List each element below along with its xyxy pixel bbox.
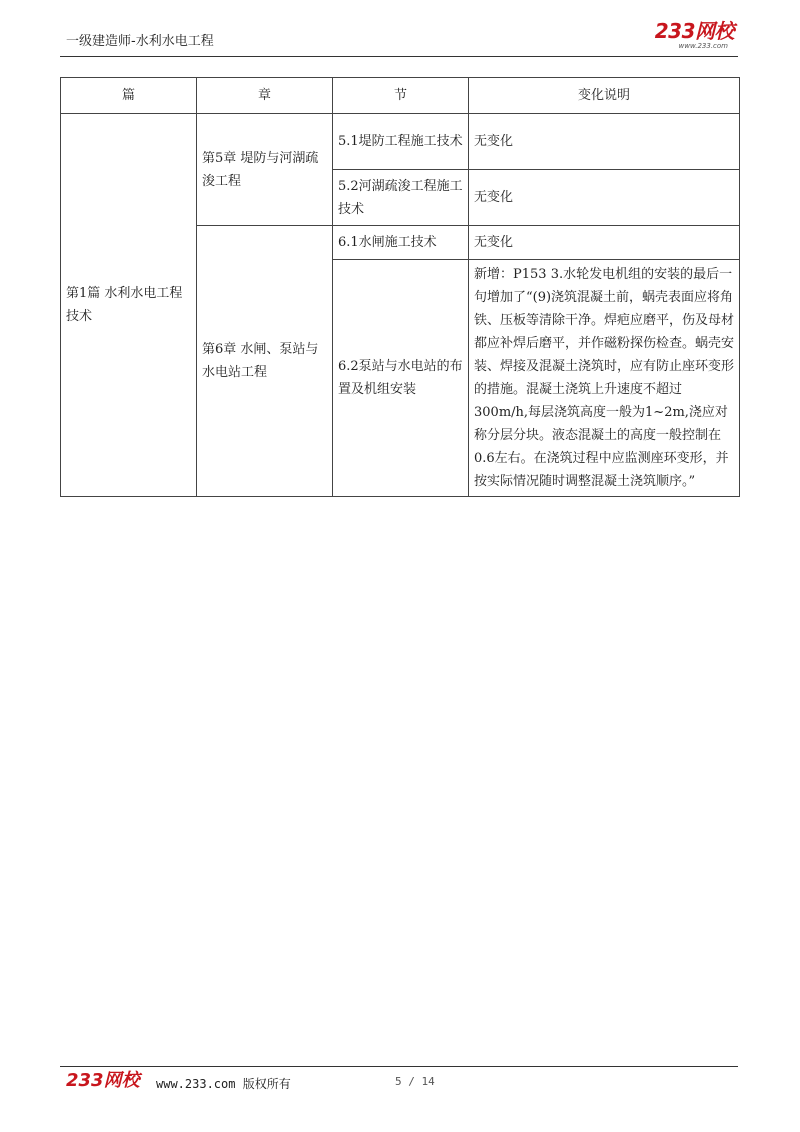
section-cell: 5.2河湖疏浚工程施工技术 (333, 170, 469, 226)
change-cell: 无变化 (469, 170, 740, 226)
section-cell: 6.1水闸施工技术 (333, 226, 469, 260)
brand-logo-url: www.233.com (678, 42, 728, 50)
header-divider (60, 56, 738, 57)
brand-logo: 233网校 (654, 19, 734, 43)
column-header-change: 变化说明 (469, 78, 740, 114)
column-header-chapter: 章 (197, 78, 333, 114)
chapter-cell: 第6章 水闸、泵站与水电站工程 (197, 226, 333, 497)
part-cell: 第1篇 水利水电工程技术 (61, 114, 197, 497)
footer-divider (60, 1066, 738, 1067)
table-header-row (61, 78, 740, 114)
footer-copyright: www.233.com 版权所有 (156, 1077, 291, 1091)
change-table (60, 77, 740, 497)
table-row (61, 114, 740, 170)
change-cell: 无变化 (469, 114, 740, 170)
column-header-part: 篇 (61, 78, 197, 114)
change-cell: 新增：P153 3.水轮发电机组的安装的最后一句增加了“(9)浇筑混凝土前，蜗壳表面应将角铁、压板等清除干净。焊疤应磨平，伤及母材都应补焊后磨平，并作磁粉探伤检查。蜗壳安装、焊接及混凝土浇筑时，应有防止座环变形的措施。混凝土浇筑上升速度不超过300m/h,每层浇筑高度一般为1~2m,浇应对称分层分块。液态混凝土的高度一般控制在0.6左右。在浇筑过程中应监测座环变形，并按实际情况随时调整混凝土浇筑顺序。” (469, 260, 740, 497)
page-number: 5 / 14 (395, 1075, 435, 1088)
chapter-cell: 第5章 堤防与河湖疏浚工程 (197, 114, 333, 226)
page-header-title: 一级建造师-水利水电工程 (66, 34, 214, 49)
section-cell: 5.1堤防工程施工技术 (333, 114, 469, 170)
change-cell: 无变化 (469, 226, 740, 260)
section-cell: 6.2泵站与水电站的布置及机组安装 (333, 260, 469, 497)
footer-logo: 233网校 (66, 1070, 140, 1091)
column-header-section: 节 (333, 78, 469, 114)
